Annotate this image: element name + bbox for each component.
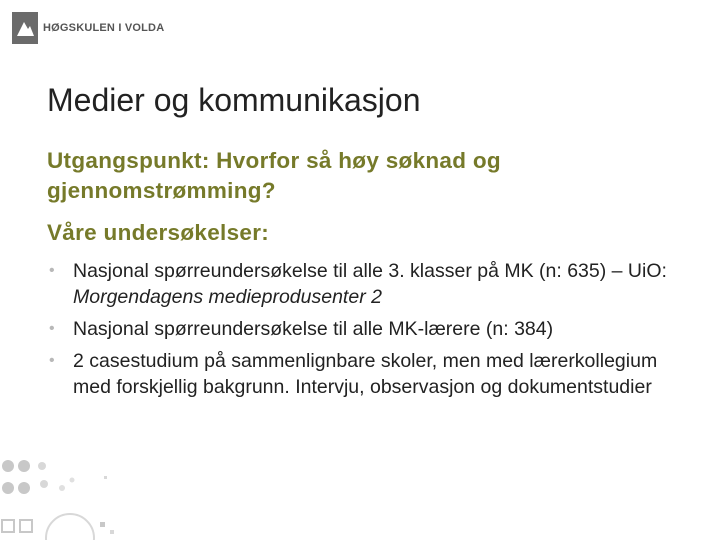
logo-text: HØGSKULEN I VOLDA [43,22,165,34]
bullet-text: 2 casestudium på sammenlignbare skoler, men med lærerkollegium med forskjellig bakgrunn. Intervju, observasjon og dokumentstudier [73,350,658,398]
bullet-title-italic: Morgendagens medieprodusenter 2 [73,286,382,308]
bullet-item [47,258,677,310]
slide-subtitle-secondary: Våre undersøkelser: [47,220,270,245]
slide-title: Medier og kommunikasjon [47,82,421,118]
bullet-text: Nasjonal spørreundersøkelse til alle 3. klasser på MK (n: 635) – UiO: [73,260,667,282]
bullet-list [47,258,677,406]
logo-mark-icon [12,12,38,44]
bullet-marker-icon: • [49,352,55,369]
bullet-item [47,316,677,342]
bullet-item [47,348,677,400]
slide-subtitle: Utgangspunkt: Hvorfor så høy søknad og gjennomstrømming? [47,148,501,203]
institution-logo [12,12,164,44]
bullet-marker-icon: • [49,320,55,337]
decorative-dot-pattern [0,440,140,540]
bullet-marker-icon: • [49,262,55,279]
bullet-text: Nasjonal spørreundersøkelse til alle MK-lærere (n: 384) [73,318,554,340]
